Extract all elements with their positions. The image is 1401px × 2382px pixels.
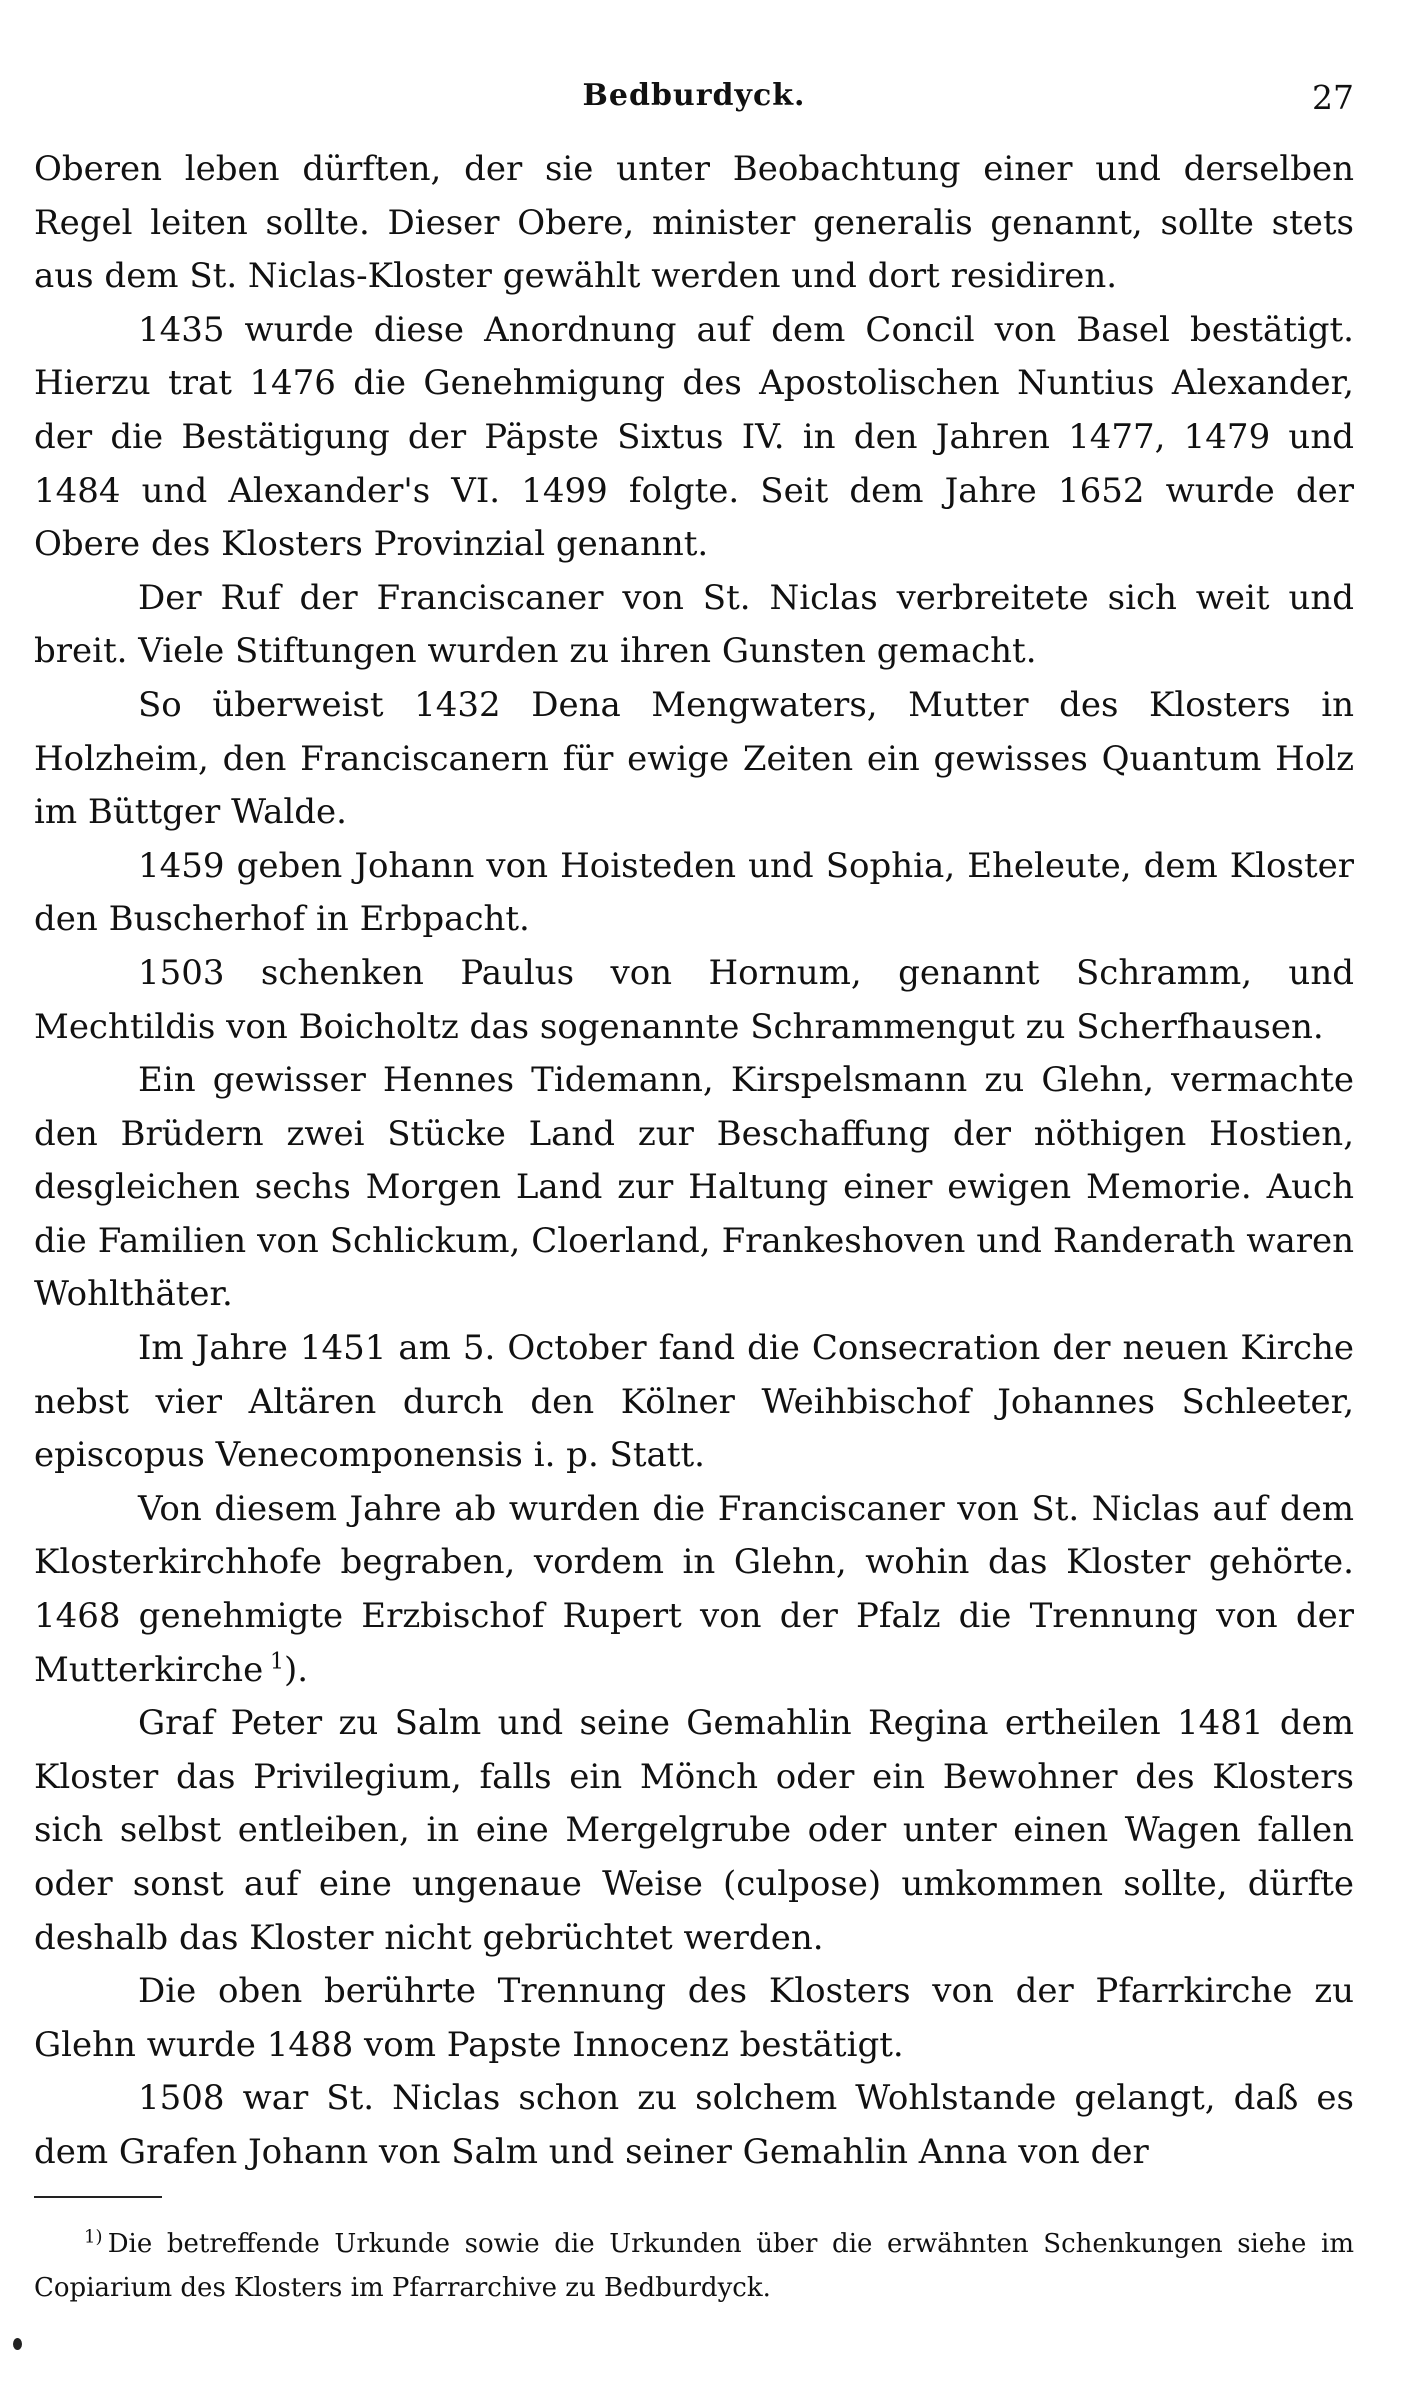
paragraph: 1508 war St. Niclas schon zu solchem Wohlstande gelangt, daß es dem Grafen Johann von Salm und seiner Gemahlin Anna von der bbox=[34, 2078, 1354, 2172]
footnote-reference: 1 bbox=[270, 1649, 284, 1675]
paragraph: Im Jahre 1451 am 5. October fand die Consecration der neuen Kirche nebst vier Altären durch den Kölner Weihbischof Johannes Schleeter, episcopus Venecomponensis i. p. Statt. bbox=[34, 1328, 1354, 1476]
footnote bbox=[34, 2222, 1354, 2310]
running-title: Bedburdyck. bbox=[582, 78, 806, 113]
paragraph: Graf Peter zu Salm und seine Gemahlin Regina ertheilen 1481 dem Kloster das Privilegium, falls ein Mönch oder ein Bewohner des Klosters sich selbst entleiben, in eine Mergelgrube oder unter einen Wagen fallen oder sonst auf eine ungenaue Weise (culpose) umkommen sollte, dürfte deshalb das Kloster nicht gebrüchtet werden. bbox=[34, 1703, 1354, 1958]
paragraph: Ein gewisser Hennes Tidemann, Kirspelsmann zu Glehn, vermachte den Brüdern zwei Stücke Land zur Beschaffung der nöthigen Hostien, desgleichen sechs Morgen Land zur Haltung einer ewigen Memorie. Auch die Familien von Schlickum, Cloerland, Frankeshoven und Randerath waren Wohlthäter. bbox=[34, 1060, 1354, 1315]
paragraph: 1459 geben Johann von Hoisteden und Sophia, Eheleute, dem Kloster den Buscherhof in Erbpacht. bbox=[34, 845, 1354, 940]
paragraph: Die oben berührte Trennung des Klosters von der Pfarrkirche zu Glehn wurde 1488 vom Papste Innocenz bestätigt. bbox=[34, 1971, 1354, 2065]
page-number: 27 bbox=[1312, 78, 1354, 117]
paragraph: 1435 wurde diese Anordnung auf dem Concil von Basel bestätigt. Hierzu trat 1476 die Genehmigung des Apostolischen Nuntius Alexander, der die Bestätigung der Päpste Sixtus IV. in den Jahren 1477, 1479 und 1484 und Alexander's VI. 1499 folgte. Seit dem Jahre 1652 wurde der Obere des Klosters Provinzial genannt. bbox=[34, 309, 1354, 565]
paragraph: So überweist 1432 Dena Mengwaters, Mutter des Klosters in Holzheim, den Franciscanern für ewige Zeiten ein gewisses Quantum Holz im Büttger Walde. bbox=[34, 684, 1354, 833]
footnote-text: Die betreffende Urkunde sowie die Urkunden über die erwähnten Schenkungen siehe im Copiarium des Klosters im Pfarrarchive zu Bedburdyck. bbox=[34, 2229, 1354, 2303]
paragraph: Der Ruf der Franciscaner von St. Niclas verbreitete sich weit und breit. Viele Stiftungen wurden zu ihren Gunsten gemacht. bbox=[34, 577, 1354, 672]
footnote-reference-closing: ). bbox=[284, 1649, 309, 1690]
footnote-marker: 1) bbox=[84, 2226, 103, 2248]
paragraph: 1503 schenken Paulus von Hornum, genannt Schramm, und Mechtildis von Boicholtz das sogenannte Schrammengut zu Scherfhausen. bbox=[34, 952, 1354, 1047]
page-header bbox=[34, 78, 1354, 128]
footnote-divider bbox=[34, 2196, 162, 2198]
paragraph-with-footnote bbox=[34, 1483, 1354, 1697]
paragraph-text: Von diesem Jahre ab wurden die Franciscaner von St. Niclas auf dem Klosterkirchhofe begraben, vordem in Glehn, wohin das Kloster gehörte. 1468 genehmigte Erzbischof Rupert von der Pfalz die Trennung von der Mutterkirche bbox=[34, 1488, 1354, 1690]
margin-ink-dot bbox=[13, 2338, 22, 2350]
body-text bbox=[34, 143, 1354, 2180]
paragraph-continued: Oberen leben dürften, der sie unter Beobachtung einer und derselben Regel leiten sollte. Dieser Obere, minister generalis genannt, sollte stets aus dem St. Niclas-Kloster gewählt werden und dort residiren. bbox=[34, 149, 1354, 297]
